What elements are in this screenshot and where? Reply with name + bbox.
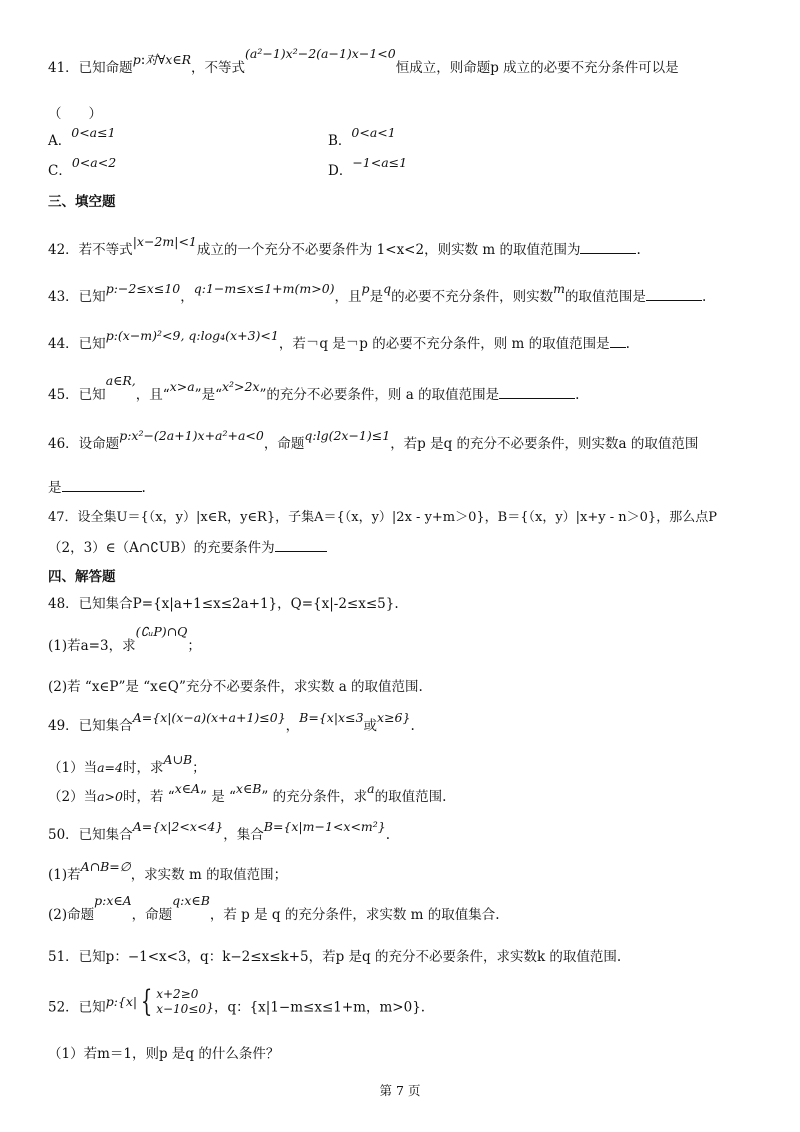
q41-option-b [328,125,396,151]
q50-text1: ，集合 [223,827,264,843]
q47-text2: （2，3）∈（A∩∁UB）的充要条件为 [48,540,275,556]
q50-sub1-math: A∩B=∅ [80,859,131,874]
q42 [48,234,641,260]
q41-colon: : [140,52,146,68]
option-math: 0<a<2 [71,155,117,170]
q50-number: 50．已知集合 [48,827,133,843]
q51: 51．已知p：−1<x<3，q：k−2≤x≤k+5，若p 是q 的充分不必要条件，求实数k 的取值范围. [48,949,622,965]
q41-paren: （ ） [48,106,102,122]
q43-end: . [701,289,707,305]
q47-line2 [48,537,327,558]
q48-sub2: (2)若 “x∈P”是 “x∈Q”充分不必要条件，求实数 a 的取值范围. [48,679,423,695]
answer-blank[interactable] [275,537,327,552]
q42-number: 42．若不等式 [48,242,133,258]
q45-end: . [575,387,580,403]
q49-set-a: A={x|(x−a)(x+a+1)≤0} [132,710,286,725]
q50-sub2-p: p:x∈A [94,893,132,908]
q52-row2: x−10≤0 [156,1002,206,1016]
q44 [48,328,630,354]
q52-sub1: （1）若m＝1，则p 是q 的什么条件？ [48,1046,280,1062]
q49-line1 [48,710,415,736]
q43-text4: 的取值范围是 [564,289,646,305]
q52-system [137,984,206,1019]
q49-sub2-a: a [367,781,375,796]
q41-inequality: (a²−1)x²−2(a−1)x−1<0 [245,46,396,61]
q48-sub1-text: (1)若a=3，求 [48,638,136,654]
q49-sub2 [48,781,447,807]
q45-math2: x²>2x [221,379,260,394]
q50-sub2-text1: (2)命题 [48,907,95,923]
q47-line1: 47．设全集U＝{（x，y）|x∈R，y∈R}，子集A＝{（x，y）|2x - y+m＞0}，B＝{（x，y）|x+y - n＞0}，那么点P [48,510,717,525]
q45-text2: ”是“ [194,387,222,403]
q44-text: ，若￢q 是￢p 的必要不充分条件，则 m 的取值范围是 [278,336,610,352]
q41-option-c [48,155,117,181]
option-label: B． [328,133,352,149]
q52-line1 [48,984,426,1023]
q49-sub1-math: a=4 [97,760,123,775]
q49-sub2-text4: ” 的充分条件，求 [261,789,368,805]
answer-blank[interactable] [646,286,702,301]
q43-comma: ， [180,289,194,305]
q50-set-b: B={x|m−1<x<m²} [263,819,386,834]
q45 [48,373,580,405]
q50-sub2 [48,893,500,925]
q42-end: . [636,242,641,258]
q46-q: q:lg(2x−1)≤1 [304,428,391,443]
q41-option-d [328,155,408,181]
q45-a: a∈R, [105,373,136,388]
q42-text: 成立的一个充分不必要条件为 1<x<2，则实数 m 的取值范围为 [196,242,581,258]
q49-comma: ， [285,718,300,734]
q50-sub2-text2: ，命题 [131,907,173,923]
q49-sub1-union: A∪B [163,752,193,767]
page-footer: 第 7 页 [379,1083,421,1098]
q50-sub2-text3: ，若 p 是 q 的充分条件，求实数 m 的取值集合. [209,907,500,923]
q44-math: p:(x−m)²<9, q:log₄(x+3)<1 [105,328,279,343]
q50-sub1-text1: (1)若 [48,867,81,883]
q43-p: p:−2≤x≤10 [105,281,181,296]
option-math: 0<a<1 [351,125,396,140]
q49-sub2-xa: x∈A [174,781,201,796]
q49-sub2-xb: x∈B [235,781,262,796]
option-math: −1<a≤1 [352,155,408,170]
q46-end: . [141,480,146,496]
q49-number: 49．已知集合 [48,718,133,734]
q41-number: 41．已知命题 [48,60,133,76]
option-math: 0<a≤1 [71,125,116,140]
q52-p: p:{x| [105,993,138,1009]
q48-sub1 [48,624,201,656]
q45-text1: ，且“ [135,387,170,403]
q50-sub2-q: q:x∈B [172,893,210,908]
q43-text3: 的必要不充分条件，则实数 [391,289,554,305]
q52-rest: ，q：{x|1−m≤x≤1+m，m>0}. [213,999,426,1016]
q50-set-a: A={x|2<x<4} [132,819,224,834]
answer-blank[interactable] [62,477,142,492]
q41-line1 [48,46,679,78]
q43-m-var: m [553,281,565,296]
q49-sub2-text1: （2）当 [48,789,98,805]
q46-text3: 是 [48,480,62,496]
q46-text1: ，命题 [263,436,305,452]
answer-blank[interactable] [580,239,636,254]
q43-q-var: q [383,281,392,296]
q44-end: . [625,336,630,352]
section-fill-in: 三、填空题 [48,194,116,210]
q49-set-b: B={x|x≤3 [299,710,364,725]
q45-number: 45．已知 [48,387,106,403]
q45-text3: ”的充分不必要条件，则 a 的取值范围是 [259,387,500,403]
q49-sub1-end: ； [192,760,206,776]
option-label: C． [48,163,72,179]
q41-text1: ，不等式 [191,60,246,76]
q41-option-a [48,125,116,151]
q49-sub1 [48,752,206,778]
q52-number: 52．已知 [48,999,106,1016]
q48-sub1-end: ； [187,638,201,654]
q41-forall: 对∀x∈R [145,52,192,67]
q43-text1: ，且 [334,289,362,305]
brace-icon: { [140,984,153,1019]
q52-system-rows [156,987,206,1017]
q49-sub2-text3: ” 是 “ [200,789,236,805]
q50-line1 [48,819,391,845]
q48-sub1-math: (∁ᵤP)∩Q [135,624,188,639]
q49-sub1-text2: 时，求 [122,760,164,776]
q43-text2: 是 [369,289,384,305]
q44-number: 44．已知 [48,336,106,352]
q49-sub2-math: a>0 [97,789,123,804]
q43-q: q:1−m≤x≤1+m(m>0) [193,281,335,296]
q52-row1: x+2≥0 [156,987,199,1001]
option-label: A． [48,133,72,149]
q41-text2: 恒成立，则命题p 成立的必要不充分条件可以是 [395,60,679,76]
q49-sub1-text1: （1）当 [48,760,98,776]
answer-blank[interactable] [610,333,626,348]
q49-set-b2: x≥6} [377,710,411,725]
q45-math1: x>a [169,379,195,394]
option-label: D． [328,163,353,179]
q50-sub1 [48,859,288,885]
q49-sub2-text5: 的取值范围. [374,789,447,805]
q43-p-var: p [361,281,370,296]
q46-line2 [48,477,146,498]
q49-end: . [410,718,415,734]
q49-or: 或 [363,718,378,734]
q46-number: 46．设命题 [48,436,120,452]
q46-p: p:x²−(2a+1)x+a²+a<0 [119,428,264,443]
section-answer: 四、解答题 [48,569,116,585]
q50-end: . [385,827,391,843]
q41-p: p [132,52,141,67]
q50-sub1-text2: ，求实数 m 的取值范围； [130,867,288,883]
q43 [48,281,707,307]
q42-math: |x−2m|<1 [132,234,197,249]
q46-line1 [48,428,699,454]
q43-number: 43．已知 [48,289,106,305]
q52-p-end: } [206,999,214,1015]
q48-line1: 48．已知集合P={x|a+1≤x≤2a+1}，Q={x|-2≤x≤5}. [48,596,399,612]
answer-blank[interactable] [499,384,575,399]
q46-text2: ，若p 是q 的充分不必要条件，则实数a 的取值范围 [390,436,699,452]
q49-sub2-text2: 时，若 “ [122,789,175,805]
